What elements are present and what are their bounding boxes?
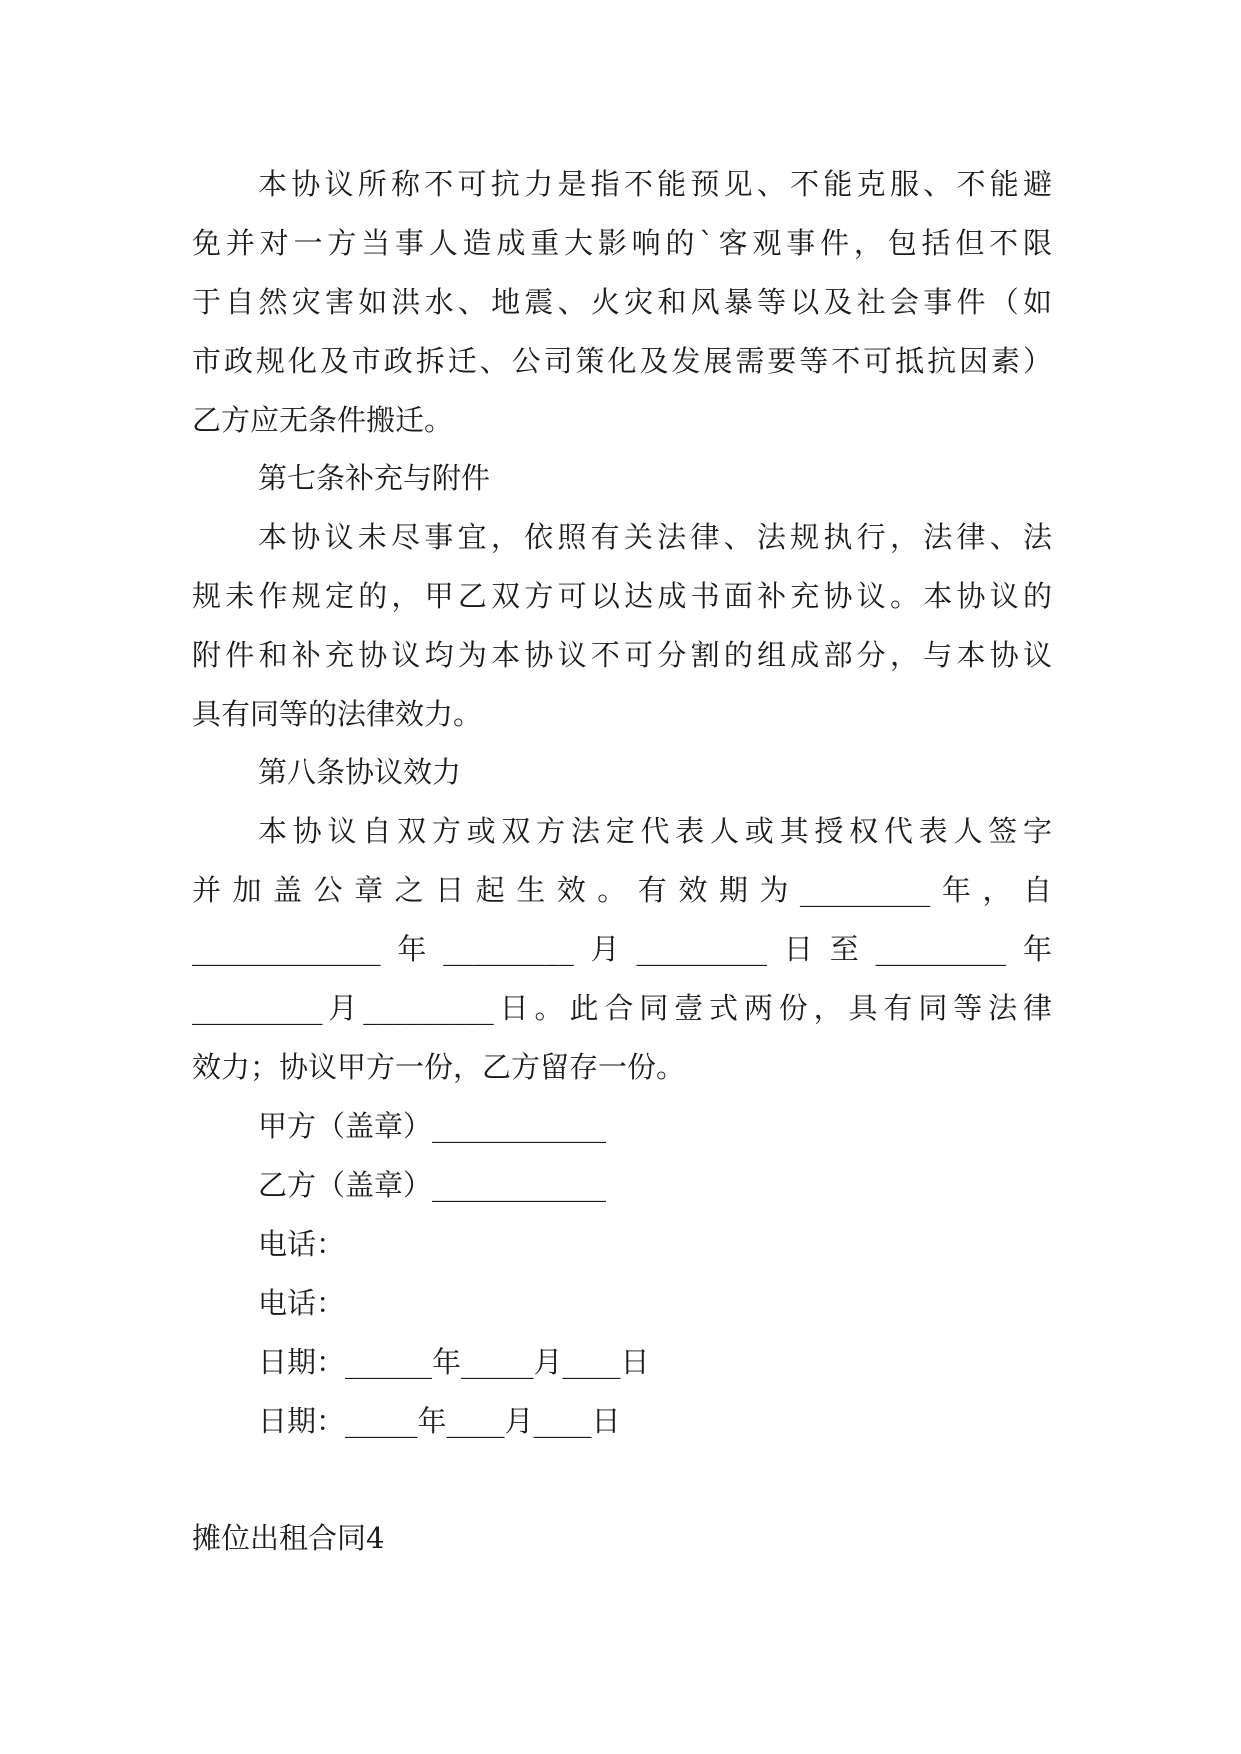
party-a-seal-line: 甲方（盖章）____________ — [258, 1109, 607, 1143]
paragraph-validity-line-2: 并加盖公章之日起生效。有效期为_________年，自 — [192, 873, 1052, 907]
date-line-2: 日期：_____年____月____日 — [258, 1404, 621, 1438]
paragraph-validity-line-5: 效力；协议甲方一份，乙方留存一份。 — [192, 1050, 686, 1084]
paragraph-supplement-line-4: 具有同等的法律效力。 — [192, 697, 483, 731]
paragraph-supplement-line-2: 规未作规定的，甲乙双方可以达成书面补充协议。本协议的 — [192, 579, 1052, 613]
paragraph-force-majeure-line-3: 于自然灾害如洪水、地震、火灾和风暴等以及社会事件（如 — [192, 285, 1052, 319]
paragraph-supplement-line-1: 本协议未尽事宜，依照有关法律、法规执行，法律、法 — [258, 520, 1052, 554]
paragraph-validity-line-4: _________月_________日。此合同壹式两份，具有同等法律 — [192, 991, 1052, 1025]
phone-line-2: 电话： — [258, 1286, 346, 1320]
party-b-seal-line: 乙方（盖章）____________ — [258, 1168, 607, 1202]
paragraph-force-majeure-line-5: 乙方应无条件搬迁。 — [192, 403, 454, 437]
article-7-heading: 第七条补充与附件 — [258, 461, 491, 495]
article-8-heading: 第八条协议效力 — [258, 755, 462, 789]
paragraph-validity-line-3: _____________年_________月_________日至_________年 — [192, 932, 1052, 966]
paragraph-force-majeure-line-2: 免并对一方当事人造成重大影响的`客观事件，包括但不限 — [192, 226, 1052, 260]
paragraph-force-majeure-line-4: 市政规化及市政拆迁、公司策化及发展需要等不可抵抗因素） — [192, 344, 1052, 378]
paragraph-validity-line-1: 本协议自双方或双方法定代表人或其授权代表人签字 — [258, 814, 1052, 848]
paragraph-supplement-line-3: 附件和补充协议均为本协议不可分割的组成部分，与本协议 — [192, 638, 1052, 672]
date-line-1: 日期：______年_____月____日 — [258, 1345, 650, 1379]
paragraph-force-majeure-line-1: 本协议所称不可抗力是指不能预见、不能克服、不能避 — [258, 167, 1052, 201]
next-contract-title: 摊位出租合同4 — [192, 1521, 385, 1555]
phone-line-1: 电话： — [258, 1227, 346, 1261]
